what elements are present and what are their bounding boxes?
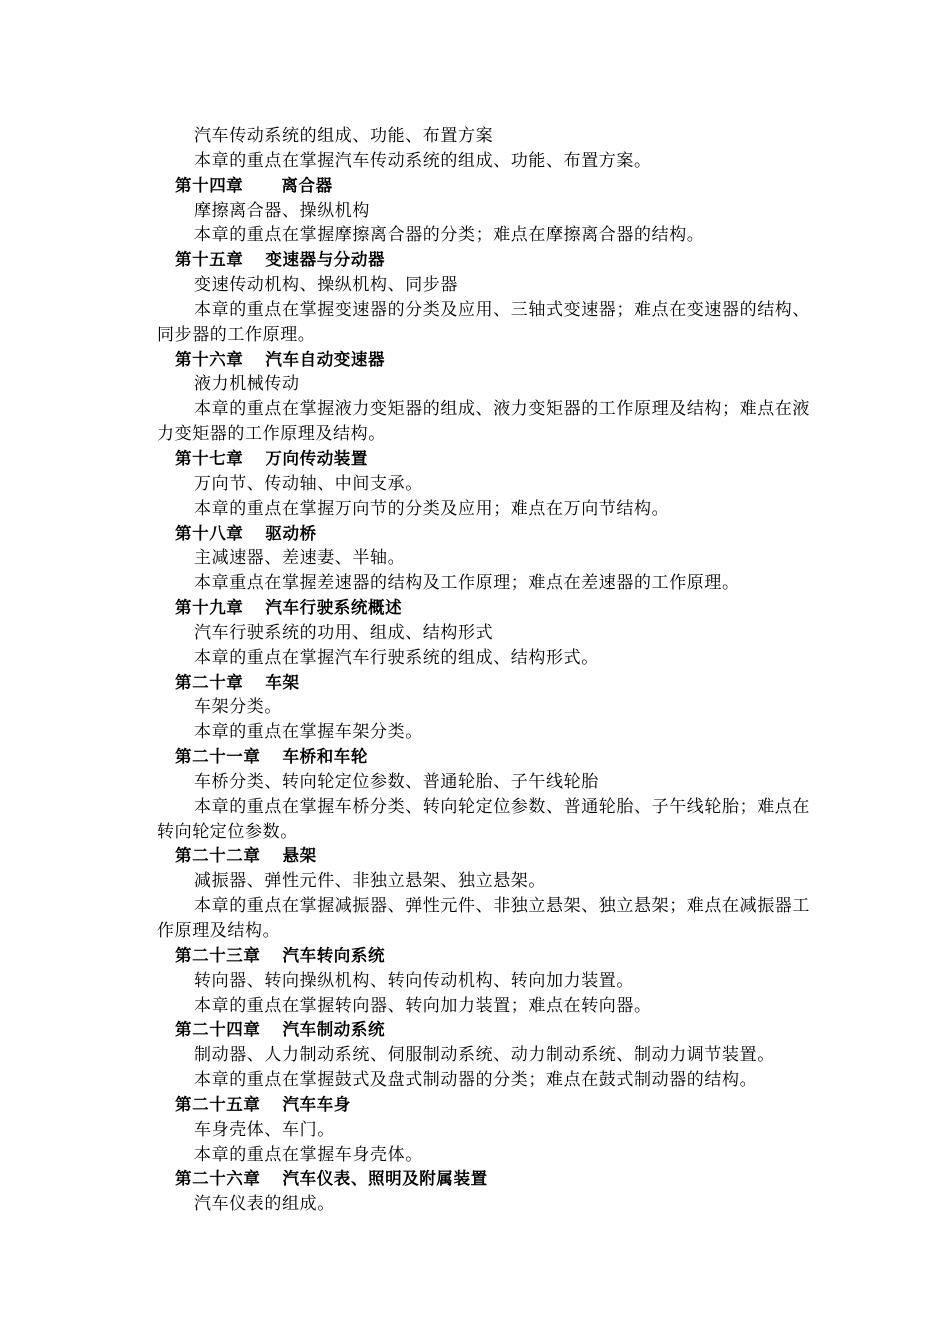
body-paragraph: 本章的重点在掌握液力变矩器的组成、液力变矩器的工作原理及结构；难点在液力变矩器的工作原理及结构。 xyxy=(157,399,810,445)
chapter-heading xyxy=(157,1093,817,1118)
chapter-heading xyxy=(157,1167,817,1192)
chapter-title: 车桥和车轮 xyxy=(282,747,368,767)
body-paragraph: 本章的重点在掌握减振器、弹性元件、非独立悬架、独立悬架；难点在减振器工作原理及结构。 xyxy=(157,896,810,941)
body-line: 本章的重点在掌握汽车行驶系统的组成、结构形式。 xyxy=(194,647,599,668)
chapter-number: 第十五章 xyxy=(175,250,244,270)
chapter-heading xyxy=(157,671,817,696)
chapter-title: 万向传动装置 xyxy=(265,448,369,468)
chapter-number: 第十九章 xyxy=(175,598,244,618)
body-line: 本章的重点在掌握摩擦离合器的分类；难点在摩擦离合器的结构。 xyxy=(194,225,705,246)
body-line: 万向节、传动轴、中间支承。 xyxy=(194,473,423,494)
chapter-title: 汽车自动变速器 xyxy=(265,349,386,369)
chapter-heading xyxy=(157,174,817,199)
chapter-number: 第二十六章 xyxy=(175,1169,261,1189)
chapter-title: 变速器与分动器 xyxy=(265,250,386,270)
body-line: 制动器、人力制动系统、伺服制动系统、动力制动系统、制动力调节装置。 xyxy=(194,1045,775,1066)
body-line: 本章的重点在掌握汽车传动系统的组成、功能、布置方案。 xyxy=(194,150,652,171)
document-page xyxy=(157,124,817,1217)
chapter-title: 汽车车身 xyxy=(282,1094,351,1114)
body-line: 本章的重点在掌握车身壳体。 xyxy=(194,1144,423,1165)
chapter-number: 第二十三章 xyxy=(175,945,261,965)
body-line: 本章的重点在掌握转向器、转向加力装置；难点在转向器。 xyxy=(194,995,652,1016)
body-paragraph: 本章的重点在掌握车桥分类、转向轮定位参数、普通轮胎、子午线轮胎；难点在转向轮定位参数。 xyxy=(157,796,810,842)
body-line: 车身壳体、车门。 xyxy=(194,1119,335,1140)
body-line: 减振器、弹性元件、非独立悬架、独立悬架。 xyxy=(194,871,546,892)
chapter-heading xyxy=(157,522,817,547)
chapter-heading xyxy=(157,844,817,869)
chapter-title: 汽车仪表、照明及附属装置 xyxy=(282,1169,488,1189)
chapter-heading xyxy=(157,1018,817,1043)
chapter-heading xyxy=(157,596,817,621)
body-line: 汽车传动系统的组成、功能、布置方案 xyxy=(194,126,494,146)
chapter-heading xyxy=(157,447,817,472)
chapter-number: 第十四章 xyxy=(175,175,244,195)
body-line: 汽车仪表的组成。 xyxy=(194,1194,335,1215)
body-line: 本章的重点在掌握车架分类。 xyxy=(194,722,423,743)
chapter-number: 第二十四章 xyxy=(175,1020,261,1040)
body-line: 摩擦离合器、操纵机构 xyxy=(194,200,370,221)
chapter-number: 第二十二章 xyxy=(175,846,261,866)
body-line: 车架分类。 xyxy=(194,697,282,718)
chapter-title: 汽车行驶系统概述 xyxy=(265,598,403,618)
body-line: 本章的重点在掌握鼓式及盘式制动器的分类；难点在鼓式制动器的结构。 xyxy=(194,1070,758,1091)
chapter-number: 第二十章 xyxy=(175,672,244,692)
body-line: 液力机械传动 xyxy=(194,374,300,395)
body-line: 汽车行驶系统的功用、组成、结构形式 xyxy=(194,622,494,643)
body-line: 变速传动机构、操纵机构、同步器 xyxy=(194,275,458,296)
chapter-number: 第十七章 xyxy=(175,448,244,468)
chapter-title: 悬架 xyxy=(282,846,317,866)
body-line: 车桥分类、转向轮定位参数、普通轮胎、子午线轮胎 xyxy=(194,771,599,792)
chapter-title: 汽车转向系统 xyxy=(282,945,386,965)
chapter-heading xyxy=(157,745,817,770)
chapter-title: 汽车制动系统 xyxy=(282,1020,386,1040)
chapter-title: 驱动桥 xyxy=(265,523,317,543)
chapter-number: 第二十五章 xyxy=(175,1094,261,1114)
body-line: 主减速器、差速妻、半轴。 xyxy=(194,548,406,569)
chapter-heading xyxy=(157,944,817,969)
chapter-heading xyxy=(157,348,817,373)
chapter-number: 第十六章 xyxy=(175,349,244,369)
body-line: 本章的重点在掌握万向节的分类及应用；难点在万向节结构。 xyxy=(194,498,670,519)
body-paragraph: 本章的重点在掌握变速器的分类及应用、三轴式变速器；难点在变速器的结构、同步器的工作原理。 xyxy=(157,299,810,345)
body-line: 转向器、转向操纵机构、转向传动机构、转向加力装置。 xyxy=(194,970,634,991)
chapter-heading xyxy=(157,248,817,273)
body-line: 本章重点在掌握差速器的结构及工作原理；难点在差速器的工作原理。 xyxy=(194,573,740,594)
chapter-title: 离合器 xyxy=(281,175,333,195)
chapter-title: 车架 xyxy=(265,672,300,692)
chapter-number: 第二十一章 xyxy=(175,747,261,767)
chapter-number: 第十八章 xyxy=(175,523,244,543)
